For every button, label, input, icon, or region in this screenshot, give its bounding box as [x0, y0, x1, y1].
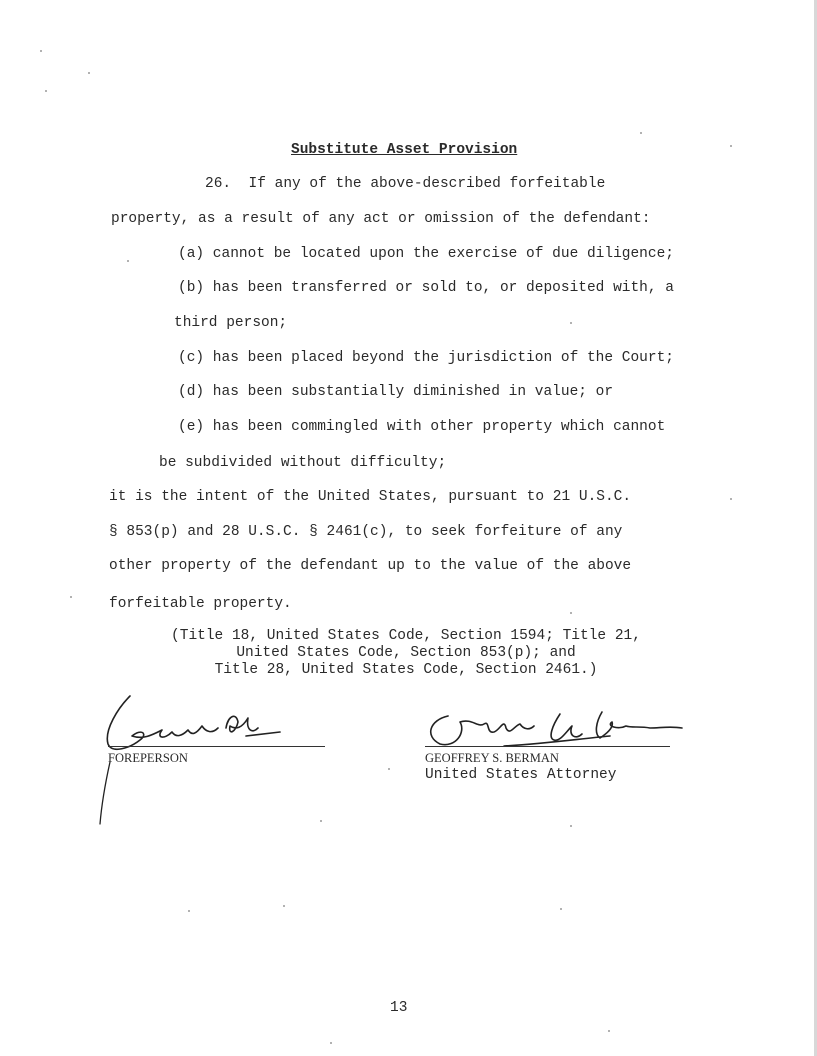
scan-speck [730, 145, 732, 147]
conclusion-line: § 853(p) and 28 U.S.C. § 2461(c), to seek forfeiture of any [109, 524, 623, 540]
foreperson-signature-line [108, 746, 325, 747]
scan-speck [188, 910, 190, 912]
paragraph-line: property, as a result of any act or omission of the defendant: [111, 211, 651, 227]
foreperson-label: FOREPERSON [108, 751, 188, 765]
paragraph-line: 26. If any of the above-described forfeitable [205, 176, 606, 192]
conclusion-line: other property of the defendant up to the value of the above [109, 558, 632, 574]
scan-speck [40, 50, 42, 52]
list-item: (b) has been transferred or sold to, or deposited with, a [178, 280, 674, 296]
scan-speck [570, 612, 572, 614]
scan-speck [570, 825, 572, 827]
scan-speck [127, 260, 129, 262]
list-item: third person; [174, 315, 288, 331]
conclusion-line: it is the intent of the United States, pursuant to 21 U.S.C. [109, 489, 632, 505]
attorney-title: United States Attorney [425, 767, 617, 783]
scan-speck [388, 768, 390, 770]
citation-line: United States Code, Section 853(p); and [236, 645, 576, 661]
scan-speck [640, 132, 642, 134]
list-item: (d) has been substantially diminished in value; or [178, 384, 614, 400]
scan-speck [45, 90, 47, 92]
conclusion-line: forfeitable property. [109, 596, 292, 612]
scan-speck [560, 908, 562, 910]
attorney-signature-line [425, 746, 670, 747]
list-item: (e) has been commingled with other property which cannot [178, 419, 666, 435]
attorney-name: GEOFFREY S. BERMAN [425, 751, 559, 765]
scan-speck [320, 820, 322, 822]
section-heading: Substitute Asset Provision [291, 142, 518, 158]
list-item: (a) cannot be located upon the exercise of due diligence; [178, 246, 674, 262]
scan-speck [608, 1030, 610, 1032]
citation-line: Title 28, United States Code, Section 2461.) [214, 662, 598, 678]
page-number: 13 [390, 1000, 408, 1016]
citation-line: (Title 18, United States Code, Section 1594; Title 21, [171, 628, 641, 644]
scan-speck [330, 1042, 332, 1044]
scan-speck [70, 596, 72, 598]
list-item: be subdivided without difficulty; [159, 455, 447, 471]
list-item: (c) has been placed beyond the jurisdiction of the Court; [178, 350, 674, 366]
scan-speck [283, 905, 285, 907]
scan-speck [570, 322, 572, 324]
scan-speck [730, 498, 732, 500]
scan-speck [88, 72, 90, 74]
